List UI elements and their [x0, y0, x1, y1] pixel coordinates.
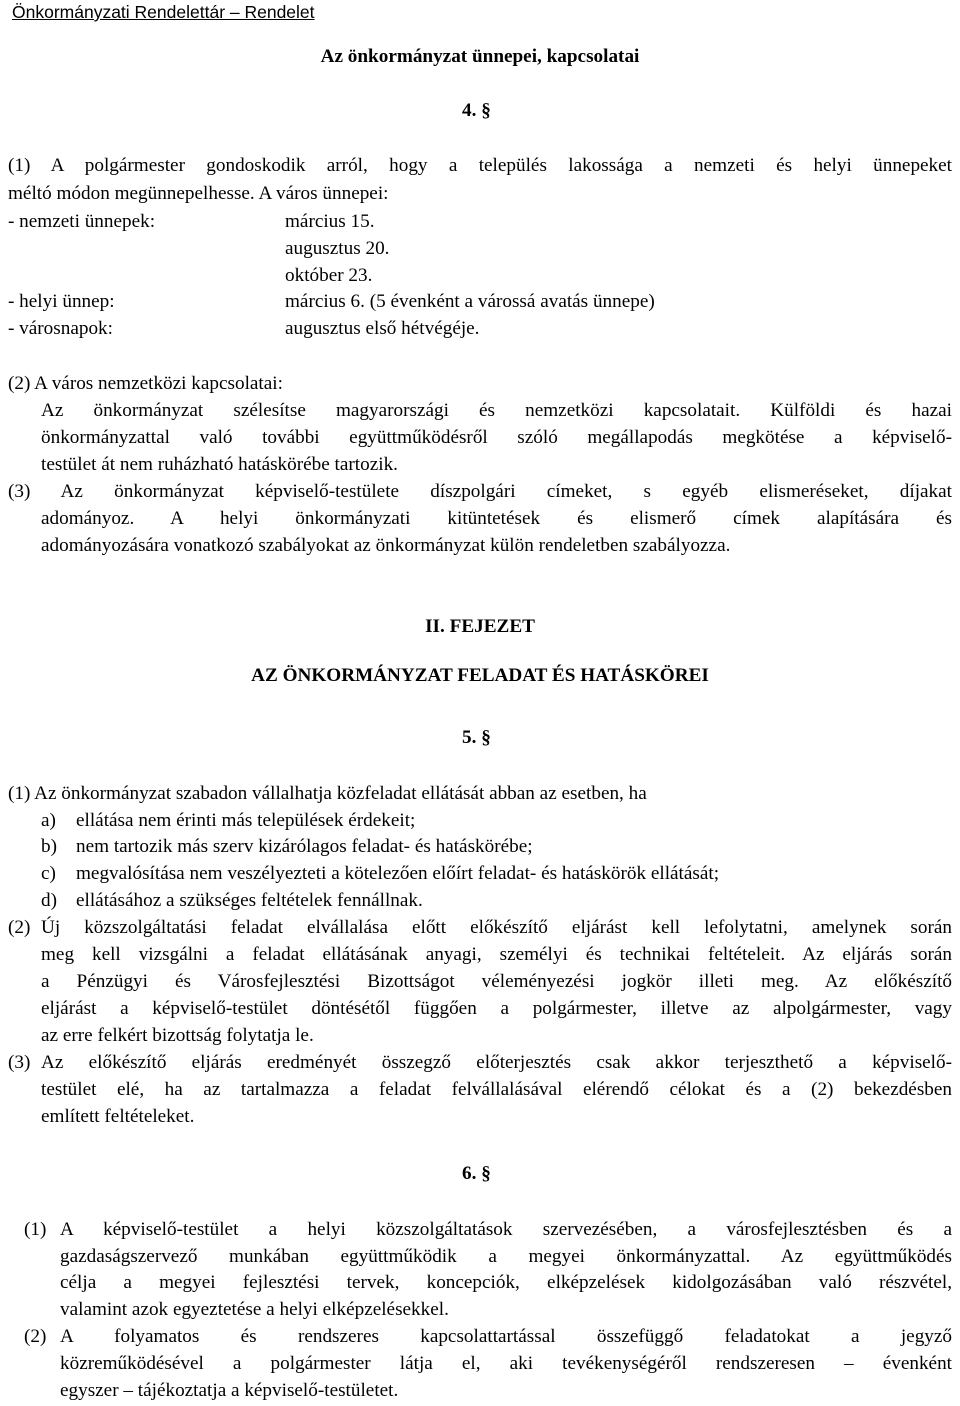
- s6-p2-number: (2): [24, 1326, 47, 1347]
- list-item-text: ellátása nem érinti más települések érdekeit;: [76, 810, 416, 831]
- list-item-mark: d): [41, 890, 57, 911]
- s5-p3-line: Az előkészítő eljárás eredményét összegző előterjesztés csak akkor terjeszthető a képviselő-: [41, 1052, 952, 1073]
- s5-p2-line: a Pénzügyi és Városfejlesztési Bizottságot véleményezési jogkör illeti meg. Az előkészítő: [41, 971, 952, 992]
- s4-p2-title: (2) A város nemzetközi kapcsolatai:: [8, 373, 283, 394]
- s6-p1-number: (1): [24, 1219, 47, 1240]
- section-5-heading: 5. §: [462, 727, 491, 748]
- s6-p1-line: gazdaságszervező munkában együttműködik a megyei önkormányzattal. Az együttműködés: [60, 1246, 952, 1267]
- s4-p2-line1: Az önkormányzat szélesítse magyarországi és nemzetközi kapcsolatait. Külföldi és hazai: [41, 400, 952, 421]
- holiday-value: október 23.: [285, 265, 373, 286]
- list-item-text: ellátásához a szükséges feltételek fennállnak.: [76, 890, 423, 911]
- s6-p1-line: célja a megyei fejlesztési tervek, koncepciók, elképzelések kidolgozásában való részvétel,: [60, 1272, 952, 1293]
- s6-p1-line: A képviselő-testület a helyi közszolgáltatások szervezésében, a városfejlesztésben és a: [60, 1219, 952, 1240]
- s4-p3-line2: adományoz. A helyi önkormányzati kitüntetések és elismerő címek alapítására és: [41, 508, 952, 529]
- holiday-label-local: - helyi ünnep:: [8, 291, 115, 312]
- s5-p2-line: Új közszolgáltatási feladat elvállalása előtt előkészítő eljárást kell lefolytatni, amelynek során: [41, 917, 952, 938]
- holiday-label-national: - nemzeti ünnepek:: [8, 211, 156, 232]
- chapter-title: AZ ÖNKORMÁNYZAT FELADAT ÉS HATÁSKÖREI: [251, 665, 709, 686]
- s6-p2-line: közreműködésével a polgármester látja el, aki tevékenységéről rendszeresen – évenként: [60, 1353, 952, 1374]
- section-title: Az önkormányzat ünnepei, kapcsolatai: [320, 46, 640, 67]
- holiday-label-citydays: - városnapok:: [8, 318, 113, 339]
- s6-p2-line: A folyamatos és rendszeres kapcsolattartással összefüggő feladatokat a jegyző: [60, 1326, 952, 1347]
- s5-p2-line: az erre felkért bizottság folytatja le.: [41, 1025, 314, 1046]
- list-item-mark: c): [41, 863, 56, 884]
- s6-p2-line: egyszer – tájékoztatja a képviselő-testületet.: [60, 1380, 399, 1401]
- list-item-text: nem tartozik más szerv kizárólagos feladat- és hatáskörébe;: [76, 836, 533, 857]
- header-breadcrumb[interactable]: Önkormányzati Rendelettár – Rendelet: [12, 2, 315, 22]
- holiday-value: augusztus első hétvégéje.: [285, 318, 480, 339]
- s4-p1-line1: (1) A polgármester gondoskodik arról, hogy a település lakossága a nemzeti és helyi ünnepeket: [8, 155, 952, 176]
- s5-p3-line: említett feltételeket.: [41, 1106, 195, 1127]
- list-item-mark: a): [41, 810, 56, 831]
- section-4-heading: 4. §: [462, 100, 491, 121]
- s4-p1-line2: méltó módon megünnepelhesse. A város ünnepei:: [8, 183, 389, 204]
- s5-p3-line: testület elé, ha az tartalmazza a feladat felvállalásával elérendő célokat és a (2) bekezdésben: [41, 1079, 952, 1100]
- s5-p2-number: (2): [8, 917, 31, 938]
- s5-p2-line: eljárást a képviselő-testület döntésétől függően a polgármester, illetve az alpolgármester, vagy: [41, 998, 952, 1019]
- holiday-value: március 6. (5 évenként a várossá avatás ünnepe): [285, 291, 655, 312]
- s5-p1-line1: (1) Az önkormányzat szabadon vállalhatja közfeladat ellátását abban az esetben, ha: [8, 783, 647, 804]
- s4-p3-line3: adományozására vonatkozó szabályokat az önkormányzat külön rendeletben szabályozza.: [41, 535, 731, 556]
- list-item-text: megvalósítása nem veszélyezteti a kötelezően előírt feladat- és hatáskörök ellátását;: [76, 863, 720, 884]
- holiday-value: március 15.: [285, 211, 375, 232]
- s4-p2-line2: önkormányzattal való további együttműködésről szóló megállapodás megkötése a képviselő-: [41, 427, 952, 448]
- holiday-value: augusztus 20.: [285, 238, 390, 259]
- list-item-mark: b): [41, 836, 57, 857]
- section-6-heading: 6. §: [462, 1163, 491, 1184]
- s4-p3-line1: (3) Az önkormányzat képviselő-testülete díszpolgári címeket, s egyéb elismeréseket, díjakat: [8, 481, 952, 502]
- s6-p1-line: valamint azok egyeztetése a helyi elképzelésekkel.: [60, 1299, 449, 1320]
- s5-p2-line: meg kell vizsgálni a feladat ellátásának anyagi, személyi és technikai feltételeit. Az eljárás során: [41, 944, 952, 965]
- chapter-number: II. FEJEZET: [425, 616, 535, 637]
- s4-p2-line3: testület át nem ruházható hatáskörébe tartozik.: [41, 454, 398, 475]
- s5-p3-number: (3): [8, 1052, 31, 1073]
